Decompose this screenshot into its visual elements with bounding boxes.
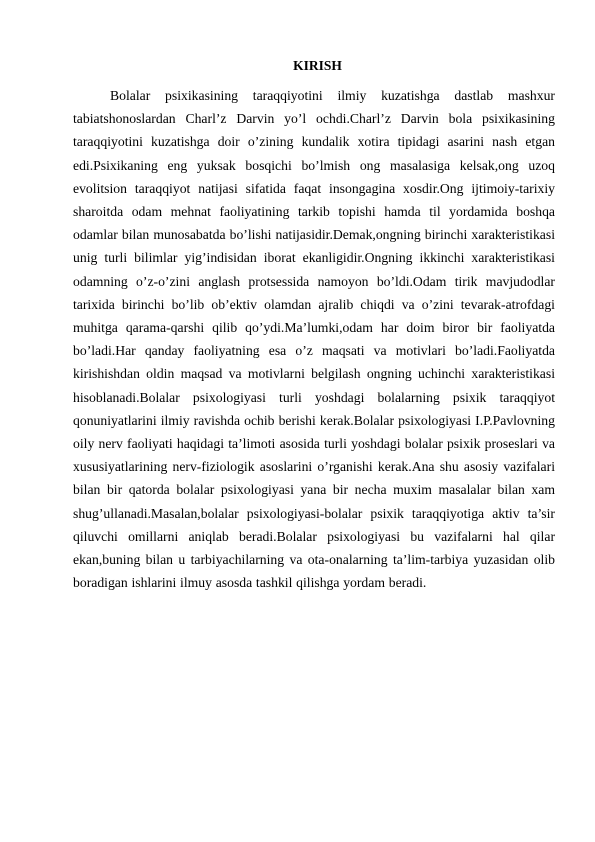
page-heading: KIRISH: [293, 58, 342, 73]
body-text-block: [73, 84, 555, 594]
body-paragraph: Bolalar psixikasining taraqqiyotini ilmiy kuzatishga dastlab mashxur tabiatshonoslardan Charl’z Darvin yo’l ochdi.Charl’z Darvin bola psixikasining taraqqiyotini kuzatishga doir o’zining kundalik xotira tipidagi asarini nash etgan edi.Psixikaning eng yuksak bosqichi bo’lmish ong masalasiga kelsak,ong uzoq evolitsion taraqqiyot natijasi sifatida faqat insongagina xosdir.Ong ijtimoiy-tarixiy sharoitda odam mehnat faoliyatining tarkib topishi hamda til yordamida boshqa odamlar bilan munosabatda bo’lishi natijasidir.Demak,ongning birinchi xarakteristikasi unig turli bilimlar yig’indisidan iborat ekanligidir.Ongning ikkinchi xarakteristikasi odamning o’z-o’zini anglash protsessida namoyon bo’ldi.Odam tirik mavjudodlar tarixida birinchi bo’lib ob’ektiv olamdan ajralib chiqdi va o’zini tevarak-atrofdagi muhitga qarama-qarshi qilib qo’ydi.Ma’lumki,odam har doim biror bir faoliyatda bo’ladi.Har qanday faoliyatning esa o’z maqsati va motivlari bo’ladi.Faoliyatda kirishishdan oldin maqsad va motivlarni belgilash ongning uchinchi xarakteristikasi hisoblanadi.Bolalar psixologiyasi turli yoshdagi bolalarning psixik taraqqiyot qonuniyatlarini ilmiy ravishda ochib berishi kerak.Bolalar psixologiyasi I.P.Pavlovning oily nerv faoliyati haqidagi ta’limoti asosida turli yoshdagi bolalar psixik proseslari va xususiyatlarining nerv-fiziologik asoslarini o’rganishi kerak.Ana shu asosiy vazifalari bilan bir qatorda bolalar psixologiyasi yana bir necha muxim masalalar bilan xam shug’ullanadi.Masalan,bolalar psixologiyasi-bolalar psixik taraqqiyotiga aktiv ta’sir qiluvchi omillarni aniqlab beradi.Bolalar psixologiyasi bu vazifalarni hal qilar ekan,buning bilan u tarbiyachilarning va ota-onalarning ta’lim-tarbiya yuzasidan olib boradigan ishlarini ilmuy asosda tashkil qilishga yordam beradi.: [73, 88, 555, 591]
